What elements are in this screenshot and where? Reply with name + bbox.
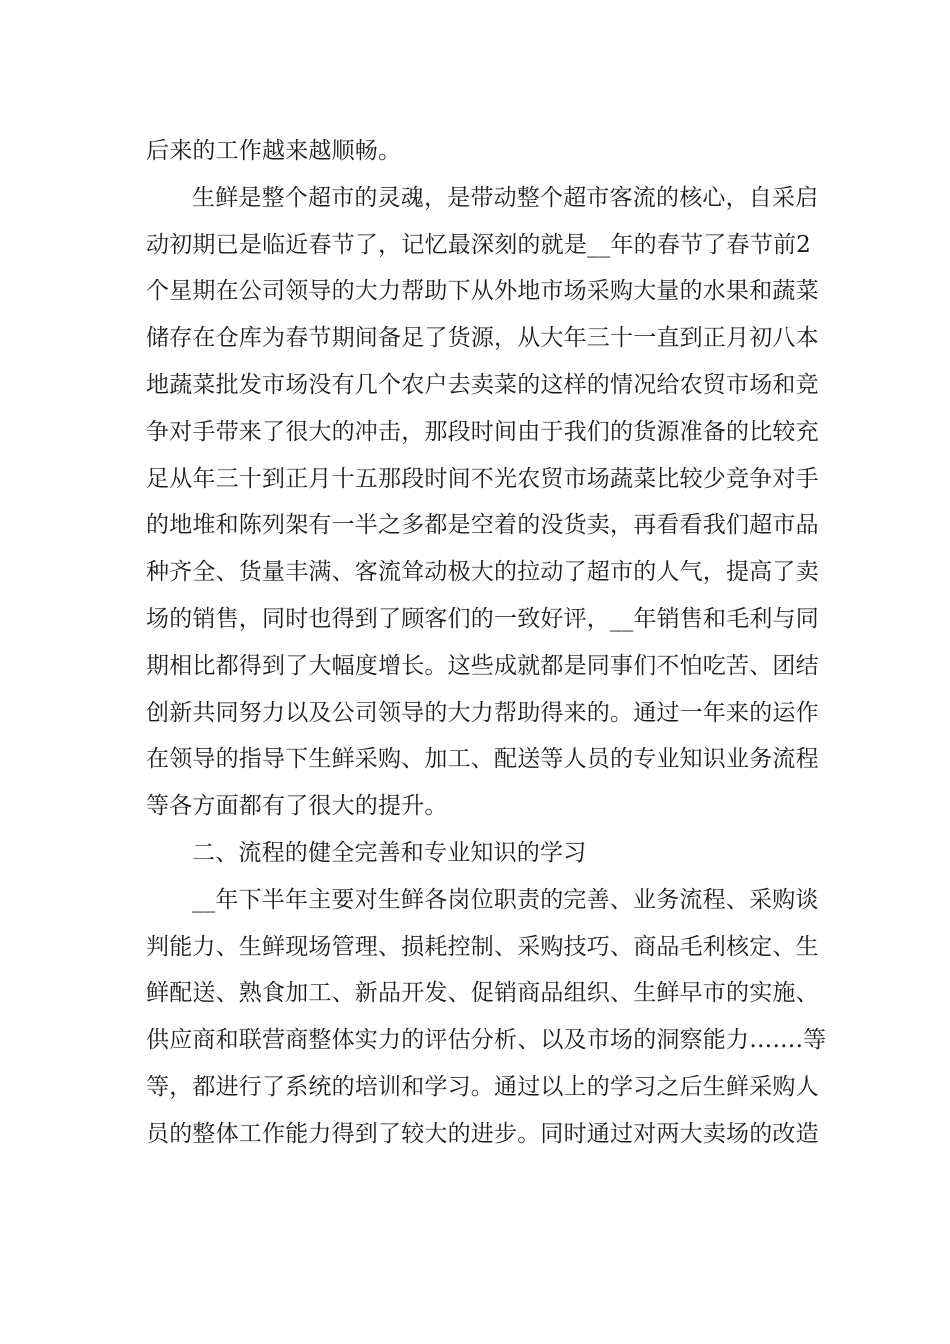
text-line: 后来的工作越来越顺畅。 (146, 138, 402, 164)
text-line: 员的整体工作能力得到了较大的进步。同时通过对两大卖场的改造 (146, 1120, 819, 1147)
text-line: 地蔬菜批发市场没有几个农户去卖菜的这样的情况给农贸市场和竞 (146, 371, 819, 398)
paragraph-first-line: __年下半年主要对生鲜各岗位职责的完善、业务流程、采购谈 (192, 886, 819, 913)
text-line: 足从年三十到正月十五那段时间不光农贸市场蔬菜比较少竞争对手 (146, 465, 819, 492)
text-line: 储存在仓库为春节期间备足了货源，从大年三十一直到正月初八本 (146, 325, 819, 352)
text-line: 的地堆和陈列架有一半之多都是空着的没货卖，再看看我们超市品 (146, 512, 819, 539)
text-line: 等各方面都有了很大的提升。 (146, 793, 448, 820)
text-line: 动初期已是临近春节了，记忆最深刻的就是__年的春节了春节前2 (146, 231, 811, 258)
text-line: 在领导的指导下生鲜采购、加工、配送等人员的专业知识业务流程 (146, 746, 819, 773)
text-line: 鲜配送、熟食加工、新品开发、促销商品组织、生鲜早市的实施、 (146, 980, 819, 1007)
text-line: 创新共同努力以及公司领导的大力帮助得来的。通过一年来的运作 (146, 699, 819, 726)
text-line: 期相比都得到了大幅度增长。这些成就都是同事们不怕吃苦、团结 (146, 652, 819, 679)
body-text (146, 128, 827, 1158)
section-heading: 二、流程的健全完善和专业知识的学习 (192, 839, 587, 866)
paragraph-first-line: 生鲜是整个超市的灵魂，是带动整个超市客流的核心，自采启 (192, 184, 819, 211)
text-line: 争对手带来了很大的冲击，那段时间由于我们的货源准备的比较充 (146, 418, 819, 445)
text-line: 判能力、生鲜现场管理、损耗控制、采购技巧、商品毛利核定、生 (146, 933, 819, 960)
text-line: 种齐全、货量丰满、客流耸动极大的拉动了超市的人气，提高了卖 (146, 559, 819, 586)
text-line: 场的销售，同时也得到了顾客们的一致好评，__年销售和毛利与同 (146, 605, 819, 632)
text-line: 供应商和联营商整体实力的评估分析、以及市场的洞察能力…….等 (146, 1027, 827, 1054)
text-line: 个星期在公司领导的大力帮助下从外地市场采购大量的水果和蔬菜 (146, 278, 819, 305)
text-line: 等，都进行了系统的培训和学习。通过以上的学习之后生鲜采购人 (146, 1073, 819, 1100)
